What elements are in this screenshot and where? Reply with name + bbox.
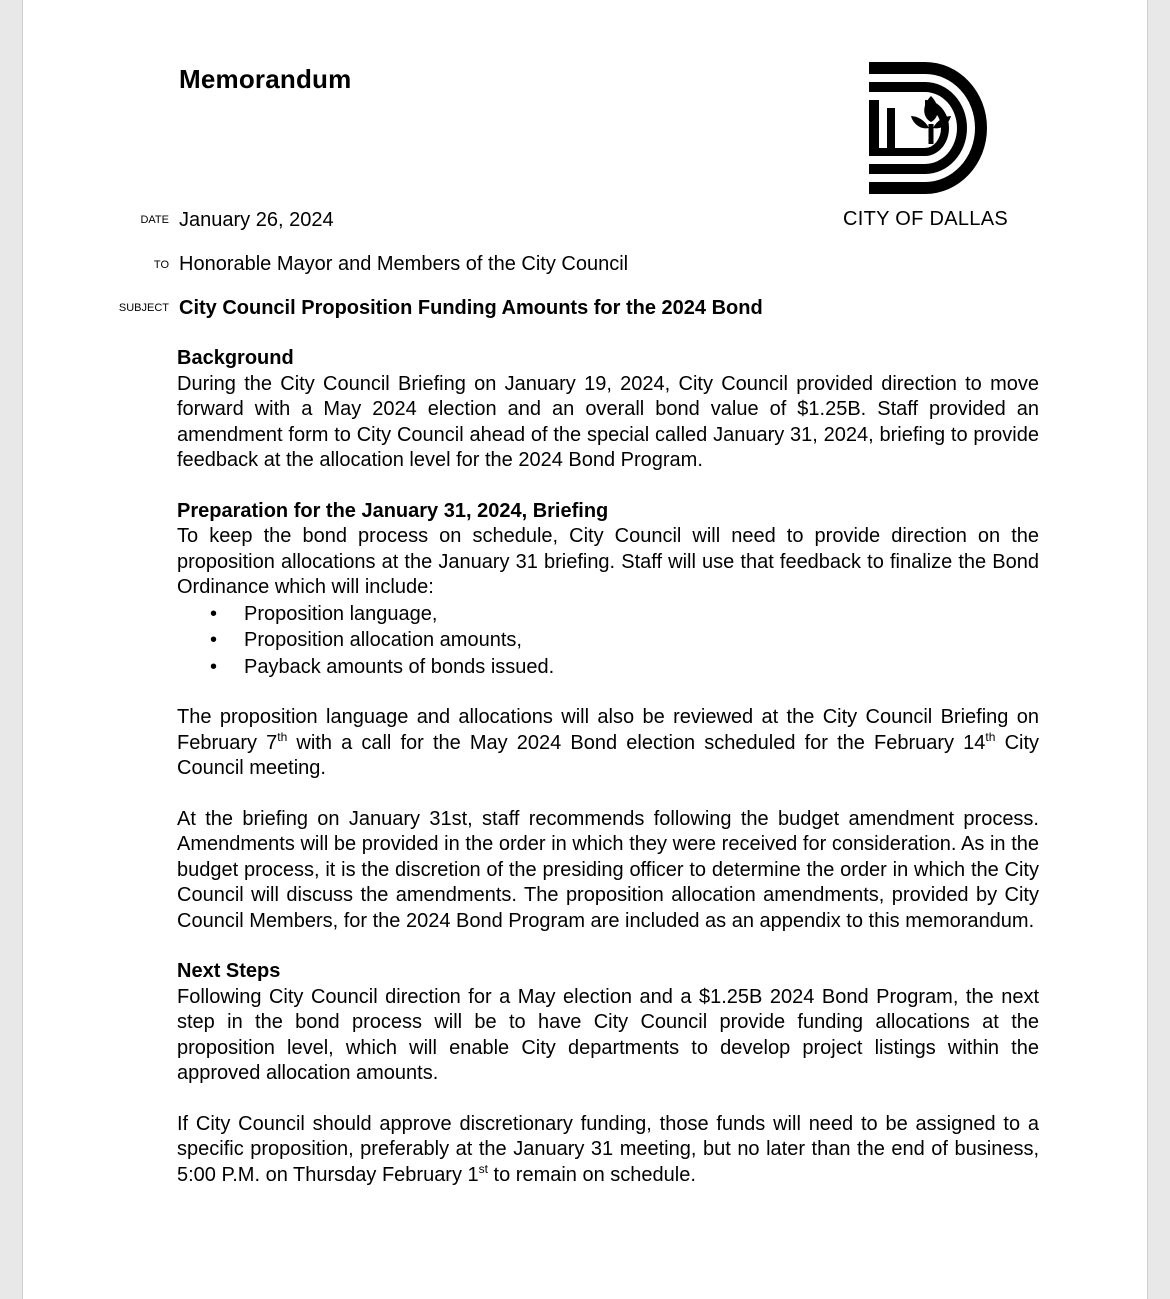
city-of-dallas-logo-icon [869,62,995,194]
date-label: DATE [140,214,169,226]
date-value: January 26, 2024 [179,209,334,231]
background-section [177,346,1039,474]
memo-page [22,0,1148,1299]
preparation-list [177,601,1039,681]
list-item: • Payback amounts of bonds issued. [177,654,1039,681]
to-label: TO [153,259,169,271]
list-item: • Proposition language, [177,601,1039,628]
amendment-text: At the briefing on January 31st, staff recommends following the budget amendment process. Amendments will be provided in the order in which they were received for consideration. As in the budget process, it is the discretion of the presiding officer to determine the order in which the City Council will discuss the amendments. The proposition allocation amendments, provided by City Council Members, for the 2024 Bond Program are included as an appendix to this memorandum. [177,807,1039,932]
discretionary-text: If City Council should approve discretionary funding, those funds will need to be assigned to a specific proposition, preferably at the January 31 meeting, but no later than the end of business, 5:00 P.M. on Thursday February 1st to remain on schedule. [177,1112,1039,1186]
discretionary-section [177,1112,1039,1189]
next-steps-heading: Next Steps [177,960,281,982]
memo-title: Memorandum [179,64,352,94]
subject-label: SUBJECT [118,302,169,314]
list-item: • Proposition allocation amounts, [177,627,1039,654]
subject-value: City Council Proposition Funding Amounts for the 2024 Bond [179,297,763,319]
next-steps-text: Following City Council direction for a May election and a $1.25B 2024 Bond Program, the next step in the bond process will be to have City Council provide funding allocations at the proposition level, which will enable City departments to develop project listings within the approved allocation amounts. [177,985,1039,1084]
background-heading: Background [177,347,294,369]
review-text: The proposition language and allocations will also be reviewed at the City Council Briefing on February 7th with a call for the May 2024 Bond election scheduled for the February 14th City Council meeting. [177,706,1040,779]
preparation-text: To keep the bond process on schedule, City Council will need to provide direction on the proposition allocations at the January 31 briefing. Staff will use that feedback to finalize the Bond Ordinance which will include: [177,525,1039,598]
background-text: During the City Council Briefing on January 19, 2024, City Council provided direction to move forward with a May 2024 election and an overall bond value of $1.25B. Staff provided an amendment form to City Council ahead of the special called January 31, 2024, briefing to provide feedback at the allocation level for the 2024 Bond Program. [177,372,1039,471]
bullet-icon: • [210,629,218,651]
amendment-section [177,807,1039,935]
memo-body [177,346,1039,1213]
bullet-icon: • [210,655,218,678]
preparation-heading: Preparation for the January 31, 2024, Briefing [177,499,609,522]
bullet-icon: • [210,602,218,625]
to-value: Honorable Mayor and Members of the City Council [179,253,629,275]
review-section [177,705,1039,782]
city-name: CITY OF DALLAS [843,208,1008,230]
preparation-section [177,499,1039,681]
next-steps-section [177,959,1039,1087]
